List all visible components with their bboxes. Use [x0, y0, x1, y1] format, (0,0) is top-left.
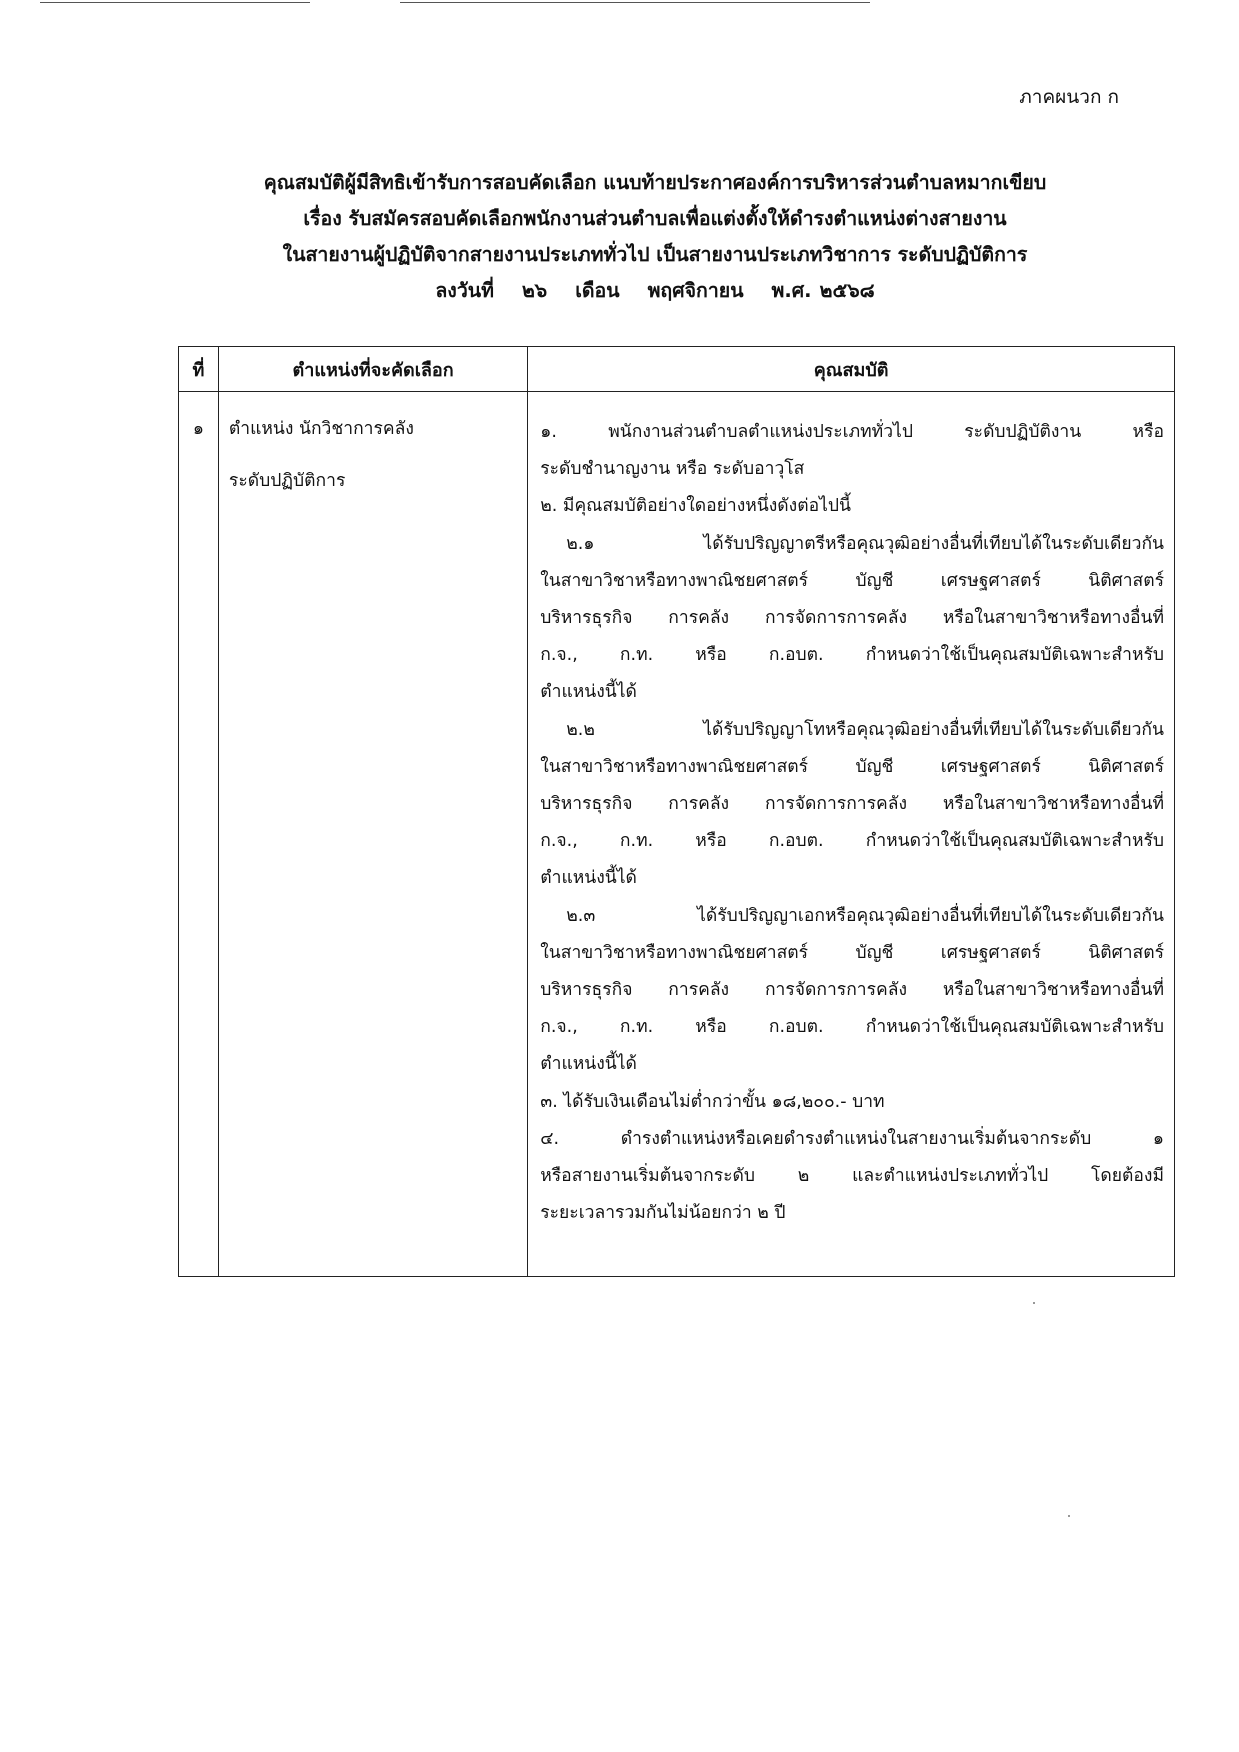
- date-year: ๒๕๖๘: [819, 279, 875, 302]
- scan-speck: [1068, 1515, 1070, 1517]
- qualification-line: ก.จ., ก.ท. หรือ ก.อบต. กำหนดว่าใช้เป็นคุณสมบัติเฉพาะสำหรับ: [540, 831, 1164, 852]
- position-cell: [218, 392, 527, 1277]
- header-position: ตำแหน่งที่จะคัดเลือก: [218, 347, 527, 392]
- qualification-line: ระยะเวลารวมกันไม่น้อยกว่า ๒ ปี: [540, 1203, 786, 1224]
- date-month-label: เดือน: [575, 279, 620, 302]
- header-title: คุณสมบัติผู้มีสิทธิเข้ารับการสอบคัดเลือก แนบท้ายประกาศองค์การบริหารส่วนตำบลหมากเขียบ: [263, 171, 1047, 194]
- qualification-line: ระดับชำนาญงาน หรือ ระดับอาวุโส: [540, 459, 805, 480]
- qualification-line: ๑. พนักงานส่วนตำบลตำแหน่งประเภททั่วไป ระดับปฏิบัติงาน หรือ: [540, 422, 1164, 442]
- header-qualifications: คุณสมบัติ: [528, 347, 1175, 392]
- header-no: ที่: [179, 347, 219, 392]
- qualification-line: ๓. ได้รับเงินเดือนไม่ต่ำกว่าขั้น ๑๘,๒๐๐.- บาท: [540, 1091, 885, 1112]
- qualification-line: ๔. ดำรงตำแหน่งหรือเคยดำรงตำแหน่งในสายงานเริ่มต้นจากระดับ ๑: [540, 1128, 1164, 1149]
- qualification-line: ตำแหน่งนี้ได้: [540, 868, 637, 889]
- qualification-line: ตำแหน่งนี้ได้: [540, 682, 637, 703]
- table-row: [179, 392, 1175, 1277]
- qualification-line: บริหารธุรกิจ การคลัง การจัดการการคลัง หรือในสาขาวิชาหรือทางอื่นที่: [540, 794, 1164, 815]
- header-subject-cont: ในสายงานผู้ปฏิบัติจากสายงานประเภททั่วไป เป็นสายงานประเภทวิชาการ ระดับปฏิบัติการ: [282, 243, 1028, 266]
- top-border-line-right: [400, 2, 870, 3]
- date-year-label: พ.ศ.: [771, 279, 812, 302]
- qualification-line: ๒.๓ ได้รับปริญญาเอกหรือคุณวุฒิอย่างอื่นที่เทียบได้ในระดับเดียวกัน: [566, 905, 1164, 926]
- qualification-line: ในสาขาวิชาหรือทางพาณิชยศาสตร์ บัญชี เศรษฐศาสตร์ นิติศาสตร์: [540, 756, 1164, 777]
- qualifications-cell: [528, 392, 1175, 1277]
- date-prefix: ลงวันที่: [435, 279, 494, 302]
- header-subject: เรื่อง รับสมัครสอบคัดเลือกพนักงานส่วนตำบลเพื่อแต่งตั้งให้ดำรงตำแหน่งต่างสายงาน: [303, 207, 1007, 230]
- qualification-line: ก.จ., ก.ท. หรือ ก.อบต. กำหนดว่าใช้เป็นคุณสมบัติเฉพาะสำหรับ: [540, 645, 1164, 666]
- qualification-line: ๒.๒ ได้รับปริญญาโทหรือคุณวุฒิอย่างอื่นที่เทียบได้ในระดับเดียวกัน: [566, 719, 1164, 740]
- row-number: ๑: [179, 392, 219, 1277]
- top-border-line-left: [40, 2, 310, 3]
- qualification-line: หรือสายงานเริ่มต้นจากระดับ ๒ และตำแหน่งประเภททั่วไป โดยต้องมี: [540, 1166, 1164, 1187]
- header-date: [150, 273, 1160, 309]
- qualification-line: ก.จ., ก.ท. หรือ ก.อบต. กำหนดว่าใช้เป็นคุณสมบัติเฉพาะสำหรับ: [540, 1017, 1164, 1038]
- qualification-line: ๒.๑ ได้รับปริญญาตรีหรือคุณวุฒิอย่างอื่นที่เทียบได้ในระดับเดียวกัน: [566, 533, 1164, 554]
- qualifications-table: [178, 346, 1175, 1277]
- position-title: ตำแหน่ง นักวิชาการคลัง: [228, 419, 414, 439]
- qualification-line: บริหารธุรกิจ การคลัง การจัดการการคลัง หรือในสาขาวิชาหรือทางอื่นที่: [540, 980, 1164, 1001]
- scan-speck: [1033, 1302, 1035, 1304]
- document-header: [150, 165, 1160, 309]
- qualification-line: ๒. มีคุณสมบัติอย่างใดอย่างหนึ่งดังต่อไปนี้: [540, 496, 851, 517]
- date-day: ๒๖: [521, 279, 548, 302]
- qualification-line: บริหารธุรกิจ การคลัง การจัดการการคลัง หรือในสาขาวิชาหรือทางอื่นที่: [540, 608, 1164, 629]
- table-header-row: [179, 347, 1175, 392]
- date-month: พฤศจิกายน: [647, 279, 744, 302]
- position-level: ระดับปฏิบัติการ: [228, 471, 346, 491]
- appendix-label: ภาคผนวก ก: [1019, 86, 1119, 108]
- qualification-line: ในสาขาวิชาหรือทางพาณิชยศาสตร์ บัญชี เศรษฐศาสตร์ นิติศาสตร์: [540, 942, 1164, 963]
- qualification-line: ตำแหน่งนี้ได้: [540, 1054, 637, 1075]
- qualification-line: ในสาขาวิชาหรือทางพาณิชยศาสตร์ บัญชี เศรษฐศาสตร์ นิติศาสตร์: [540, 570, 1164, 591]
